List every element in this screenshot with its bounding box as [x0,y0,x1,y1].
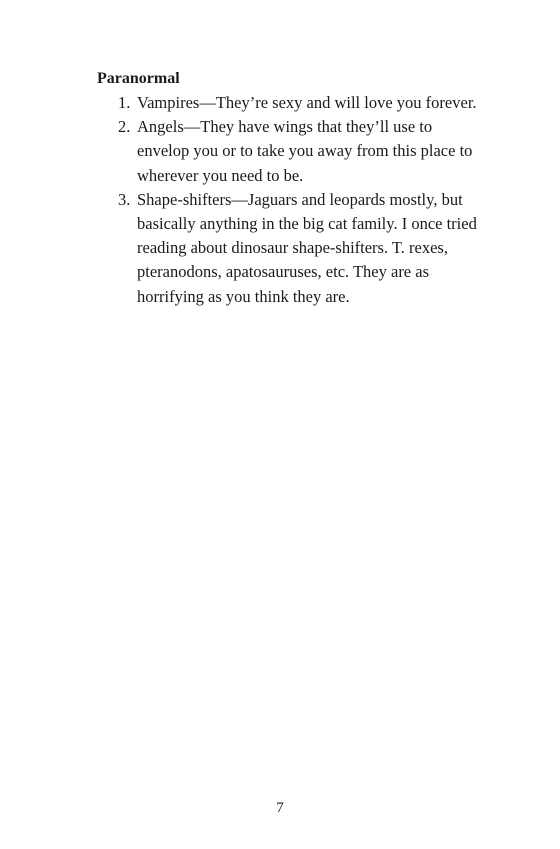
list-item [118,188,478,309]
list-item [118,115,478,188]
list-item [118,91,478,115]
list-item-number: 2. [118,117,131,137]
list-item-number: 1. [118,93,131,112]
list-item-text: Angels—They have wings that they’ll use to envelop you or to take you away from this place to wherever you need to be. [137,117,473,185]
page-number: 7 [276,800,284,816]
list-item-text: Vampires—They’re sexy and will love you forever. [137,93,477,112]
list-item-number: 3. [118,189,131,209]
list-item-text: Shape-shifters—Jaguars and leopards mostly, but basically anything in the big cat family. I once tried reading about dinosaur shape-shifters. T. rexes, pteranodons, apatosauruses, etc. They are as horrifying as you think they are. [137,189,477,306]
section-heading: Paranormal [97,70,180,87]
numbered-list [118,91,478,309]
